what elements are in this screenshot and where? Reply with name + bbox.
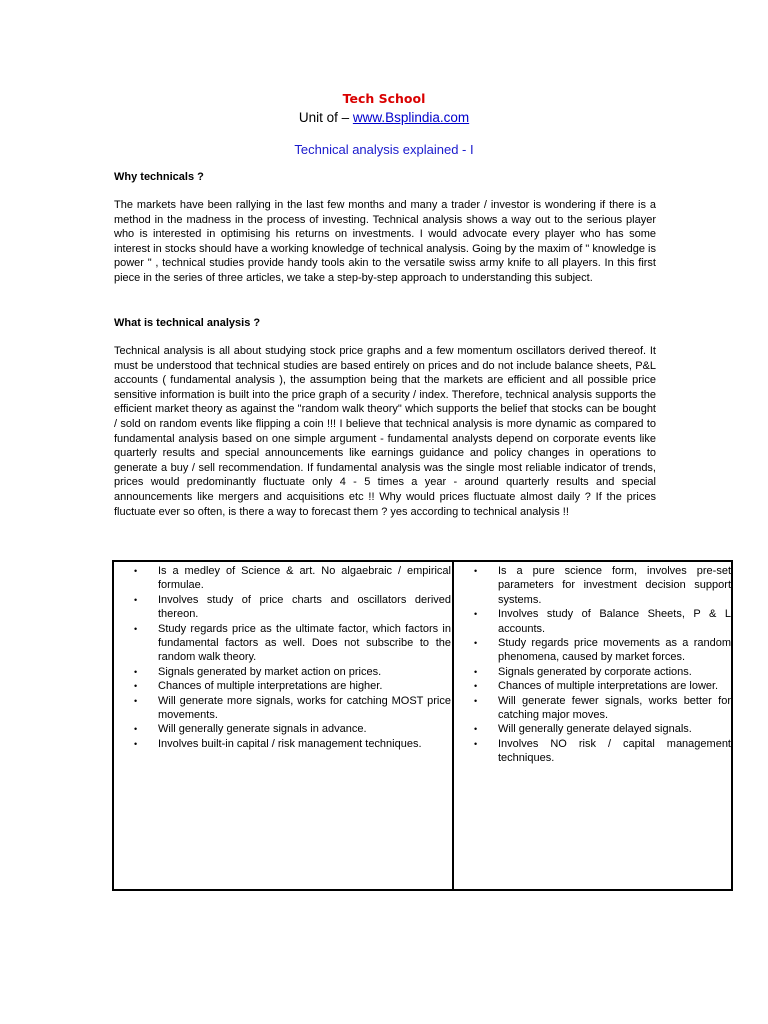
paragraph-what-is-technical-analysis: Technical analysis is all about studying stock price graphs and a few momentum oscillators derived thereof. It must be understood that technical studies are based entirely on prices and do not include balance sheets, P&L accounts ( fundamental analysis ), the assumption being that the markets are efficient and all possible price sensitive information is built into the price graph of a security / index. Therefore, technical analysis supports the efficient market theory as against the "random walk theory" which supports the belief that stocks can be bought / sold on random events like flipping a coin !!! I believe that technical analysis is more dynamic as compared to fundamental analysis based on one simple argument - fundamental analysts depend on corporate events like quarterly results and special announcements like earnings guidance and policy changes in operations to generate a buy / sell recommendation. If fundamental analysis was the single most reliable indicator of trends, prices would predominantly fluctuate only 4 - 5 times a year - around quarterly results and special announcements like mergers and acquisitions etc !! Why would prices fluctuate almost daily ? If the prices fluctuate ever so often, is there a way to forecast them ? yes according to technical analysis !!	[114, 345, 656, 518]
bullet-icon: •	[134, 666, 138, 677]
bullet-icon: •	[134, 566, 138, 576]
bullet-icon: •	[474, 695, 478, 706]
list-item: • Is a pure science form, involves pre-set parameters for investment decision support systems.	[474, 565, 731, 606]
bullet-icon: •	[134, 695, 138, 706]
list-item: • Will generally generate delayed signals.	[474, 723, 692, 736]
list-item: • Will generate more signals, works for catching MOST price movements.	[134, 694, 451, 722]
list-item: • Involves study of Balance Sheets, P & L accounts.	[474, 608, 731, 635]
fundamental-analysis-column	[454, 562, 731, 889]
paragraph-why-technicals: The markets have been rallying in the last few months and many a trader / investor is wondering if there is a method in the madness in the process of investing. Technical analysis shows a way out to the serious player who is interested in optimising his returns on investments. I would advocate every player who has some interest in stocks should have a working knowledge of technical analysis. Going by the maxim of " knowledge is power " , technical studies provide handy tools akin to the versatile swiss army knife to all players. In this first piece in the series of three articles, we take a step-by-step approach to understanding this subject.	[114, 199, 656, 284]
list-item: • Involves NO risk / capital management techniques.	[474, 737, 731, 765]
article-title: Technical analysis explained - I	[294, 142, 474, 157]
website-link[interactable]: www.Bsplindia.com	[352, 110, 470, 125]
technical-points-list	[114, 564, 452, 751]
fundamental-points-list	[454, 564, 731, 766]
bullet-icon: •	[474, 609, 478, 620]
brand-title: Tech School	[342, 91, 426, 106]
comparison-table	[112, 560, 733, 891]
list-item: • Study regards price as the ultimate factor, which factors in fundamental factors as well. Does not subscribe to the random walk theory.	[134, 622, 451, 664]
list-item: • Signals generated by market action on prices.	[134, 665, 382, 678]
list-item: • Study regards price movements as a random phenomena, caused by market forces.	[474, 637, 731, 664]
bullet-icon: •	[134, 623, 138, 634]
list-item: • Involves study of price charts and oscillators derived thereon.	[134, 593, 451, 621]
bullet-icon: •	[134, 681, 138, 692]
bullet-icon: •	[474, 566, 478, 576]
section-heading-what-is-technical-analysis: What is technical analysis ?	[114, 317, 261, 329]
section-heading-why-technicals: Why technicals ?	[114, 171, 204, 183]
list-item: • Involves built-in capital / risk management techniques.	[134, 737, 422, 750]
bullet-icon: •	[134, 594, 138, 605]
list-item: • Chances of multiple interpretations are higher.	[134, 680, 383, 693]
list-item: • Signals generated by corporate actions.	[474, 665, 692, 678]
bullet-icon: •	[474, 738, 478, 749]
list-item: • Will generate fewer signals, works better for catching major moves.	[474, 694, 731, 722]
bullet-icon: •	[474, 724, 478, 735]
bullet-icon: •	[134, 738, 138, 749]
technical-analysis-column	[114, 562, 454, 889]
unit-line	[0, 109, 768, 126]
document-header	[0, 91, 768, 158]
list-item: • Will generally generate signals in advance.	[134, 723, 367, 736]
list-item: • Chances of multiple interpretations are lower.	[474, 680, 719, 693]
unit-prefix: Unit of –	[298, 110, 353, 125]
bullet-icon: •	[134, 724, 138, 735]
bullet-icon: •	[474, 666, 478, 677]
bullet-icon: •	[474, 638, 478, 649]
list-item: • Is a medley of Science & art. No algaebraic / empirical formulae.	[134, 565, 451, 592]
bullet-icon: •	[474, 681, 478, 692]
